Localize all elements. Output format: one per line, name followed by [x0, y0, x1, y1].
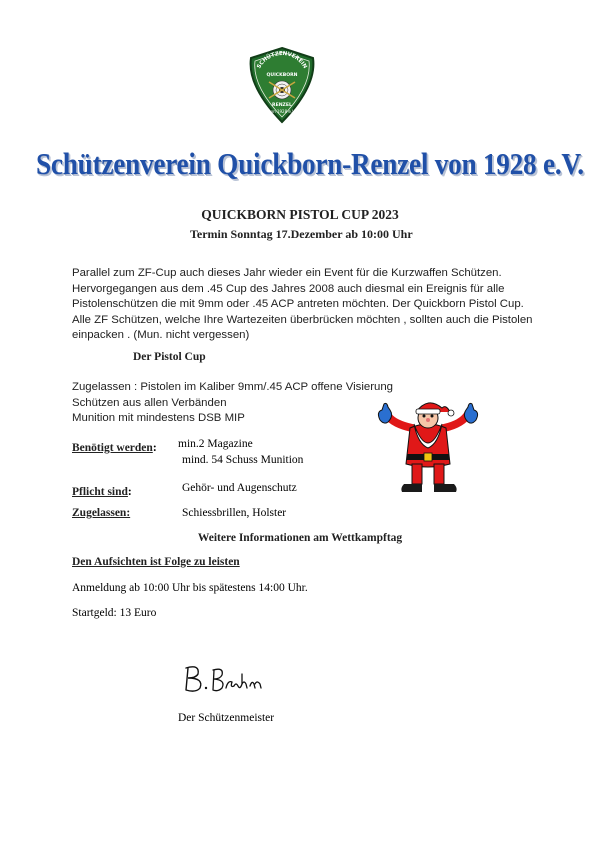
signature-image — [178, 660, 278, 698]
admission-line: Schützen aus allen Verbänden — [72, 396, 227, 409]
intro-line: Alle ZF Schützen, welche Ihre Wartezeiten überbrücken möchten , sollten auch die Pistolen — [72, 313, 533, 326]
mandatory-value: Gehör- und Augenschutz — [182, 482, 297, 494]
logo-low-text: RENZEL — [272, 103, 292, 108]
intro-line: einpacken . (Mun. nicht vergessen) — [72, 329, 250, 341]
intro-paragraph — [72, 266, 533, 344]
admission-line: Munition mit mindestens DSB MIP — [72, 412, 245, 424]
required-items-value-1: min.2 Magazine — [178, 438, 253, 450]
registration-time: Anmeldung ab 10:00 Uhr bis spätestens 14:00 Uhr. — [72, 582, 308, 594]
signer-title: Der Schützenmeister — [178, 712, 275, 724]
required-items-label-text: Benötigt werden — [72, 442, 153, 454]
required-items-colon: : — [152, 442, 157, 454]
supervision-note: Den Aufsichten ist Folge zu leisten — [72, 556, 240, 568]
club-logo — [243, 46, 321, 124]
entry-fee: Startgeld: 13 Euro — [72, 607, 157, 619]
required-items-value-2: mind. 54 Schuss Munition — [182, 454, 304, 466]
cup-heading: Der Pistol Cup — [133, 351, 206, 363]
mandatory-colon: : — [127, 486, 132, 498]
club-title: Schützenverein Quickborn-Renzel von 1928 e.V. — [36, 146, 584, 181]
logo-top-text: SCHÜTZENVEREIN — [256, 50, 308, 70]
mandatory-label-text: Pflicht sind — [72, 486, 128, 498]
intro-line: Hervorgegangen aus dem .45 Cup des Jahres 2008 auch diesmal ein Ereignis für alle — [72, 282, 505, 295]
more-info-note: Weitere Informationen am Wettkampftag — [197, 532, 403, 544]
permitted-label: Zugelassen: — [72, 507, 131, 519]
intro-line: Pistolenschützen die mit 9mm oder .45 ACP antreten möchten. Der Quickborn Pistol Cup. — [72, 298, 524, 310]
admission-block — [72, 380, 393, 427]
permitted-value: Schiessbrillen, Holster — [182, 507, 287, 519]
required-items-label — [72, 438, 157, 456]
logo-mid-text: QUICKBORN — [266, 73, 298, 78]
santa-clipart — [372, 398, 484, 498]
event-title: QUICKBORN PISTOL CUP 2023 — [201, 207, 399, 222]
logo-year-text: von 1928 e.V. — [268, 109, 296, 114]
intro-line: Parallel zum ZF-Cup auch dieses Jahr wieder ein Event für die Kurzwaffen Schützen. — [72, 267, 502, 279]
mandatory-label — [72, 482, 132, 500]
event-date: Termin Sonntag 17.Dezember ab 10:00 Uhr — [190, 227, 413, 241]
admission-line: Zugelassen : Pistolen im Kaliber 9mm/.45 ACP offene Visierung — [72, 381, 394, 393]
